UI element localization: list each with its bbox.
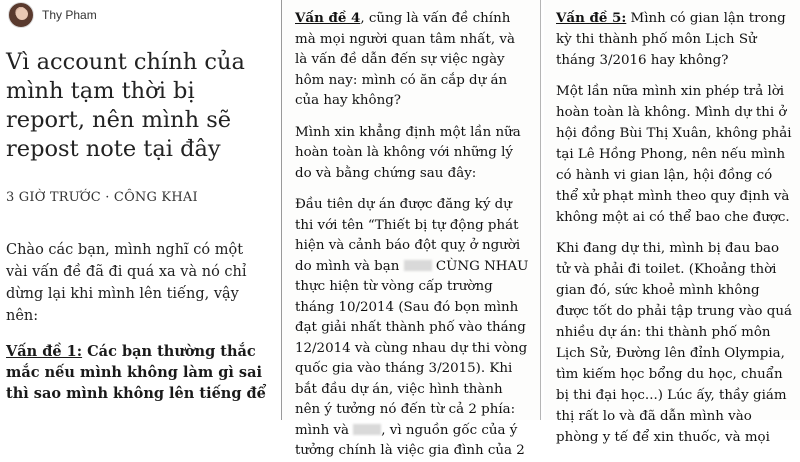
avatar[interactable]	[8, 2, 34, 28]
redacted-name	[353, 424, 381, 435]
post-author[interactable]	[6, 0, 264, 30]
issue-1-text: Các bạn thường thắc mắc nếu mình không làm gì sai thì sao mình không lên tiếng để	[6, 343, 266, 402]
post-issue-1	[6, 341, 268, 404]
post-intro: Chào các bạn, mình nghĩ có một vài vấn đề đã đi quá xa và nó chỉ dừng lại khi mình lên tiếng, vậy nên:	[6, 242, 247, 324]
issue-5-label: Vấn đề 5:	[556, 10, 627, 26]
issue-5-text: Mình có gian lận trong kỳ thi thành phố môn Lịch Sử tháng 3/2016 hay không?	[556, 11, 786, 68]
project-text-c: , vì nguồn gốc của ý tưởng chính là việc gia đình của 2	[295, 422, 525, 458]
project-text-a: Đầu tiên dự án được đăng ký dự thi với tên “Thiết bị tự động phát hiện và cảnh báo đột quỵ ở người do mình và bạn	[295, 197, 521, 274]
issue-4-paragraph	[295, 8, 530, 112]
project-paragraph	[295, 195, 530, 462]
answer-paragraph: Một lần nữa mình xin phép trả lời hoàn toàn là không. Mình dự thi ở hội đồng Bùi Thị Xuân, không phải tại Lê Hồng Phong, nên nếu mình có hành vi gian lận, hội đồng có thể xử phạt mình theo quy định và không một ai có thể bao che được.	[556, 84, 792, 225]
post-panel	[0, 0, 270, 420]
document-page-right	[544, 0, 800, 445]
post-meta: 3 GIỜ TRƯỚC · CÔNG KHAI	[6, 190, 198, 205]
redacted-name	[404, 260, 432, 271]
issue-4-label: Vấn đề 4	[295, 10, 361, 26]
post-title: Vì account chính của mình tạm thời bị report, nên mình sẽ repost note tại đây	[6, 49, 245, 162]
document-page-middle	[281, 0, 541, 458]
issue-1-label: Vấn đề 1:	[6, 343, 83, 360]
project-text-b: CÙNG NHAU thực hiện từ vòng cấp trường tháng 10/2014 (Sau đó bọn mình đạt giải nhất thành phố vào tháng 12/2014 và cùng nhau dự thi vòng quốc gia vào tháng 3/2015). Khi bắt đầu dự án, việc hình thành nên ý tưởng nó đến từ cả 2 phía: mình và	[295, 258, 529, 438]
issue-5-paragraph	[556, 8, 794, 71]
issue-4-text: , cũng là vấn đề chính mà mọi người quan tâm nhất, và là vấn đề dẫn đến sự việc ngày hôm nay: mình có ăn cắp dự án của hay không?	[295, 11, 515, 108]
explanation-paragraph: Khi đang dự thi, mình bị đau bao tử và phải đi toilet. (Khoảng thời gian đó, sức khoẻ mình không được tốt do phải tập trung vào quá nhiều dự án: thi thành phố môn Lịch Sử, Đường lên đỉnh Olympia, tìm kiếm học bổng du học, chuẩn bị thi đại học...) Lúc ấy, thầy giám thị rất lo và đã dẫn mình vào phòng y tế để xin thuốc, và mọi	[556, 241, 792, 445]
claim-paragraph: Mình xin khẳng định một lần nữa hoàn toàn là không với những lý do và bằng chứng sau đây:	[295, 124, 521, 181]
author-name[interactable]: Thy Pham	[42, 8, 97, 22]
